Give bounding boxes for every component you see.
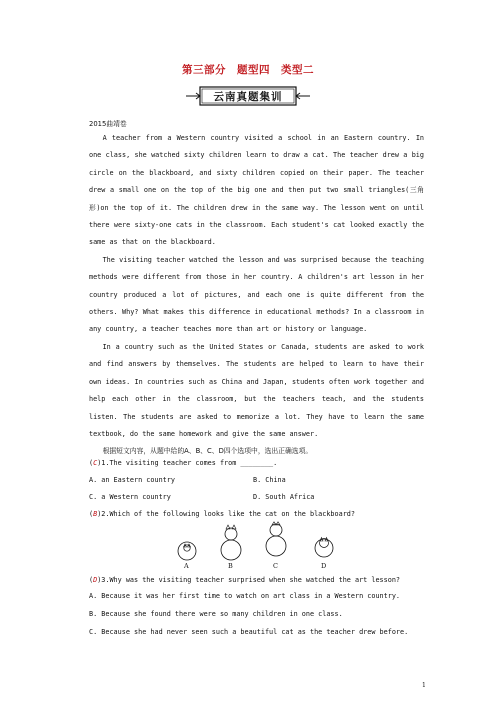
passage bbox=[89, 130, 424, 461]
q3-option-b: B. Because she found there were so many children in one class. bbox=[89, 610, 343, 618]
cat-option-d-drawing bbox=[315, 538, 333, 558]
passage-paragraph-3: In a country such as the United States or Canada, students are asked to work and find answers by themselves. The students are helped to learn to have their own ideas. In countries such as China and Japan, students often work together and help each other in the classroom, but the teachers teach, and the students listen. The students are asked to memorize a lot. They have to learn the same textbook, do the same homework and give the same answer. bbox=[89, 342, 424, 438]
cat-label-c: C bbox=[273, 562, 278, 570]
q1-option-c: C. a Western country bbox=[89, 493, 171, 501]
banner-label: 云南真题集训 bbox=[213, 91, 283, 103]
section-banner bbox=[186, 84, 310, 108]
answer-3: D bbox=[93, 576, 98, 584]
source-label: 2015曲靖卷 bbox=[89, 120, 127, 128]
question-3: (D)3.Why was the visiting teacher surprised when she watched the art lesson? bbox=[89, 576, 401, 584]
source-tag bbox=[89, 118, 127, 128]
answer-2: B bbox=[93, 510, 98, 518]
question-2: (B)2.Which of the following looks like the cat on the blackboard? bbox=[89, 510, 355, 518]
question-2-stem: 2.Which of the following looks like the cat on the blackboard? bbox=[101, 510, 355, 518]
question-1-stem: 1.The visiting teacher comes from ________. bbox=[101, 459, 278, 467]
q3-option-a: A. Because it was her first time to watch on art class in a Western country. bbox=[89, 592, 400, 600]
question-3-stem: 3.Why was the visiting teacher surprised when she watched the art lesson? bbox=[101, 576, 401, 584]
passage-paragraph-2: The visiting teacher watched the lesson and was surprised because the teaching methods were different from those in her country. A children's art lesson in her country produced a lot of pictures, and each one is quite different from the others. Why? What makes this difference in educational methods? In a classroom in any country, a teacher teaches more than art or history or language. bbox=[89, 255, 424, 334]
q1-option-a: A. an Eastern country bbox=[89, 476, 175, 484]
cat-option-b-drawing bbox=[221, 525, 241, 560]
q1-option-d: D. South Africa bbox=[253, 493, 315, 501]
q1-option-b: B. China bbox=[253, 476, 286, 484]
cat-drawing-options bbox=[170, 521, 340, 561]
instruction-text: 根据短文内容，从题中给的A、B、C、D四个选项中，选出正确选项。 bbox=[102, 447, 313, 456]
question-1: (C)1.The visiting teacher comes from ________. bbox=[89, 459, 278, 467]
cat-option-c-drawing bbox=[266, 522, 286, 556]
cat-label-b: B bbox=[228, 562, 233, 570]
cat-option-a-drawing bbox=[178, 542, 196, 560]
q3-option-c: C. Because she had never seen such a beautiful cat as the teacher drew before. bbox=[89, 628, 409, 636]
cat-label-a: A bbox=[184, 562, 189, 570]
cat-label-d: D bbox=[321, 562, 327, 570]
answer-1: C bbox=[93, 459, 98, 467]
passage-paragraph-1: A teacher from a Western country visited a school in an Eastern country. In one class, she watched sixty children learn to draw a cat. The teacher drew a big circle on the blackboard, and sixty children copied on their paper. The teacher drew a small one on the top of the big one and then put two small triangles(三角形)on the top of it. The children drew in the same way. The lesson went on until there were sixty-one cats in the classroom. Each student's cat looked exactly the same as that on the blackboard. bbox=[89, 134, 424, 247]
section-title: 第三部分 题型四 类型二 bbox=[182, 64, 314, 76]
page-number: 1 bbox=[422, 682, 426, 689]
